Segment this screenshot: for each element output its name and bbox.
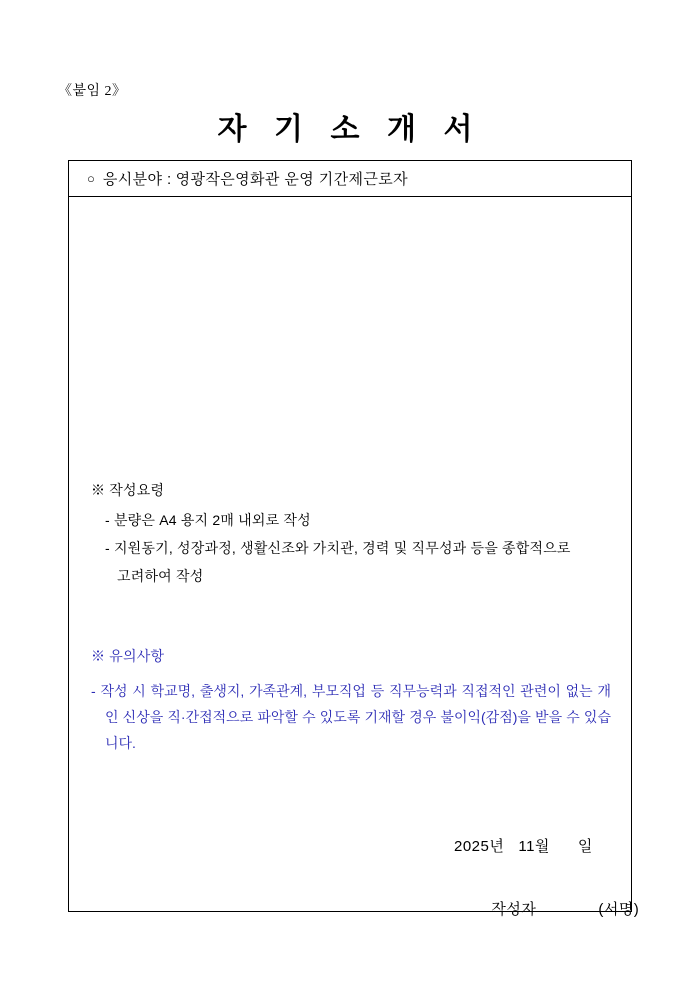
page-title: 자 기 소 개 서 [217,113,483,146]
writing-guide-item-3: 고려하여 작성 [117,568,204,584]
caution-block [91,649,611,757]
signature-sign-note: (서명) [598,901,640,918]
writing-guide-item-2: - 지원동기, 성장과정, 생활신조와 가치관, 경력 및 직무성과 등을 종합적으로 [105,540,571,556]
writing-guide-title: ※ 작성요령 [91,482,165,498]
writing-guide-item-1: - 분량은 A4 용지 2매 내외로 작성 [105,512,311,528]
signature-date: 2025년 11월 일 [454,838,593,855]
caution-text: - 작성 시 학교명, 출생지, 가족관계, 부모직업 등 직무능력과 직접적인 관련이 없는 개인 신상을 직·간접적으로 파악할 수 있도록 기재할 경우 불이익(감점)을 받을 수 있습니다. [91,683,611,751]
circle-bullet-icon: ○ [87,171,95,186]
application-field-value: 영광작은영화관 운영 기간제근로자 [175,171,409,188]
signature-author-label: 작성자 [491,901,537,918]
writing-guide-block [91,483,571,597]
application-field-label: 응시분야 : [102,171,172,188]
form-body-area [69,197,640,918]
signature-author-row [454,881,639,936]
caution-title: ※ 유의사항 [91,648,165,664]
form-outer-box [68,160,640,918]
attachment-label: 《붙임 2》 [58,84,127,99]
application-field-row [69,161,631,197]
